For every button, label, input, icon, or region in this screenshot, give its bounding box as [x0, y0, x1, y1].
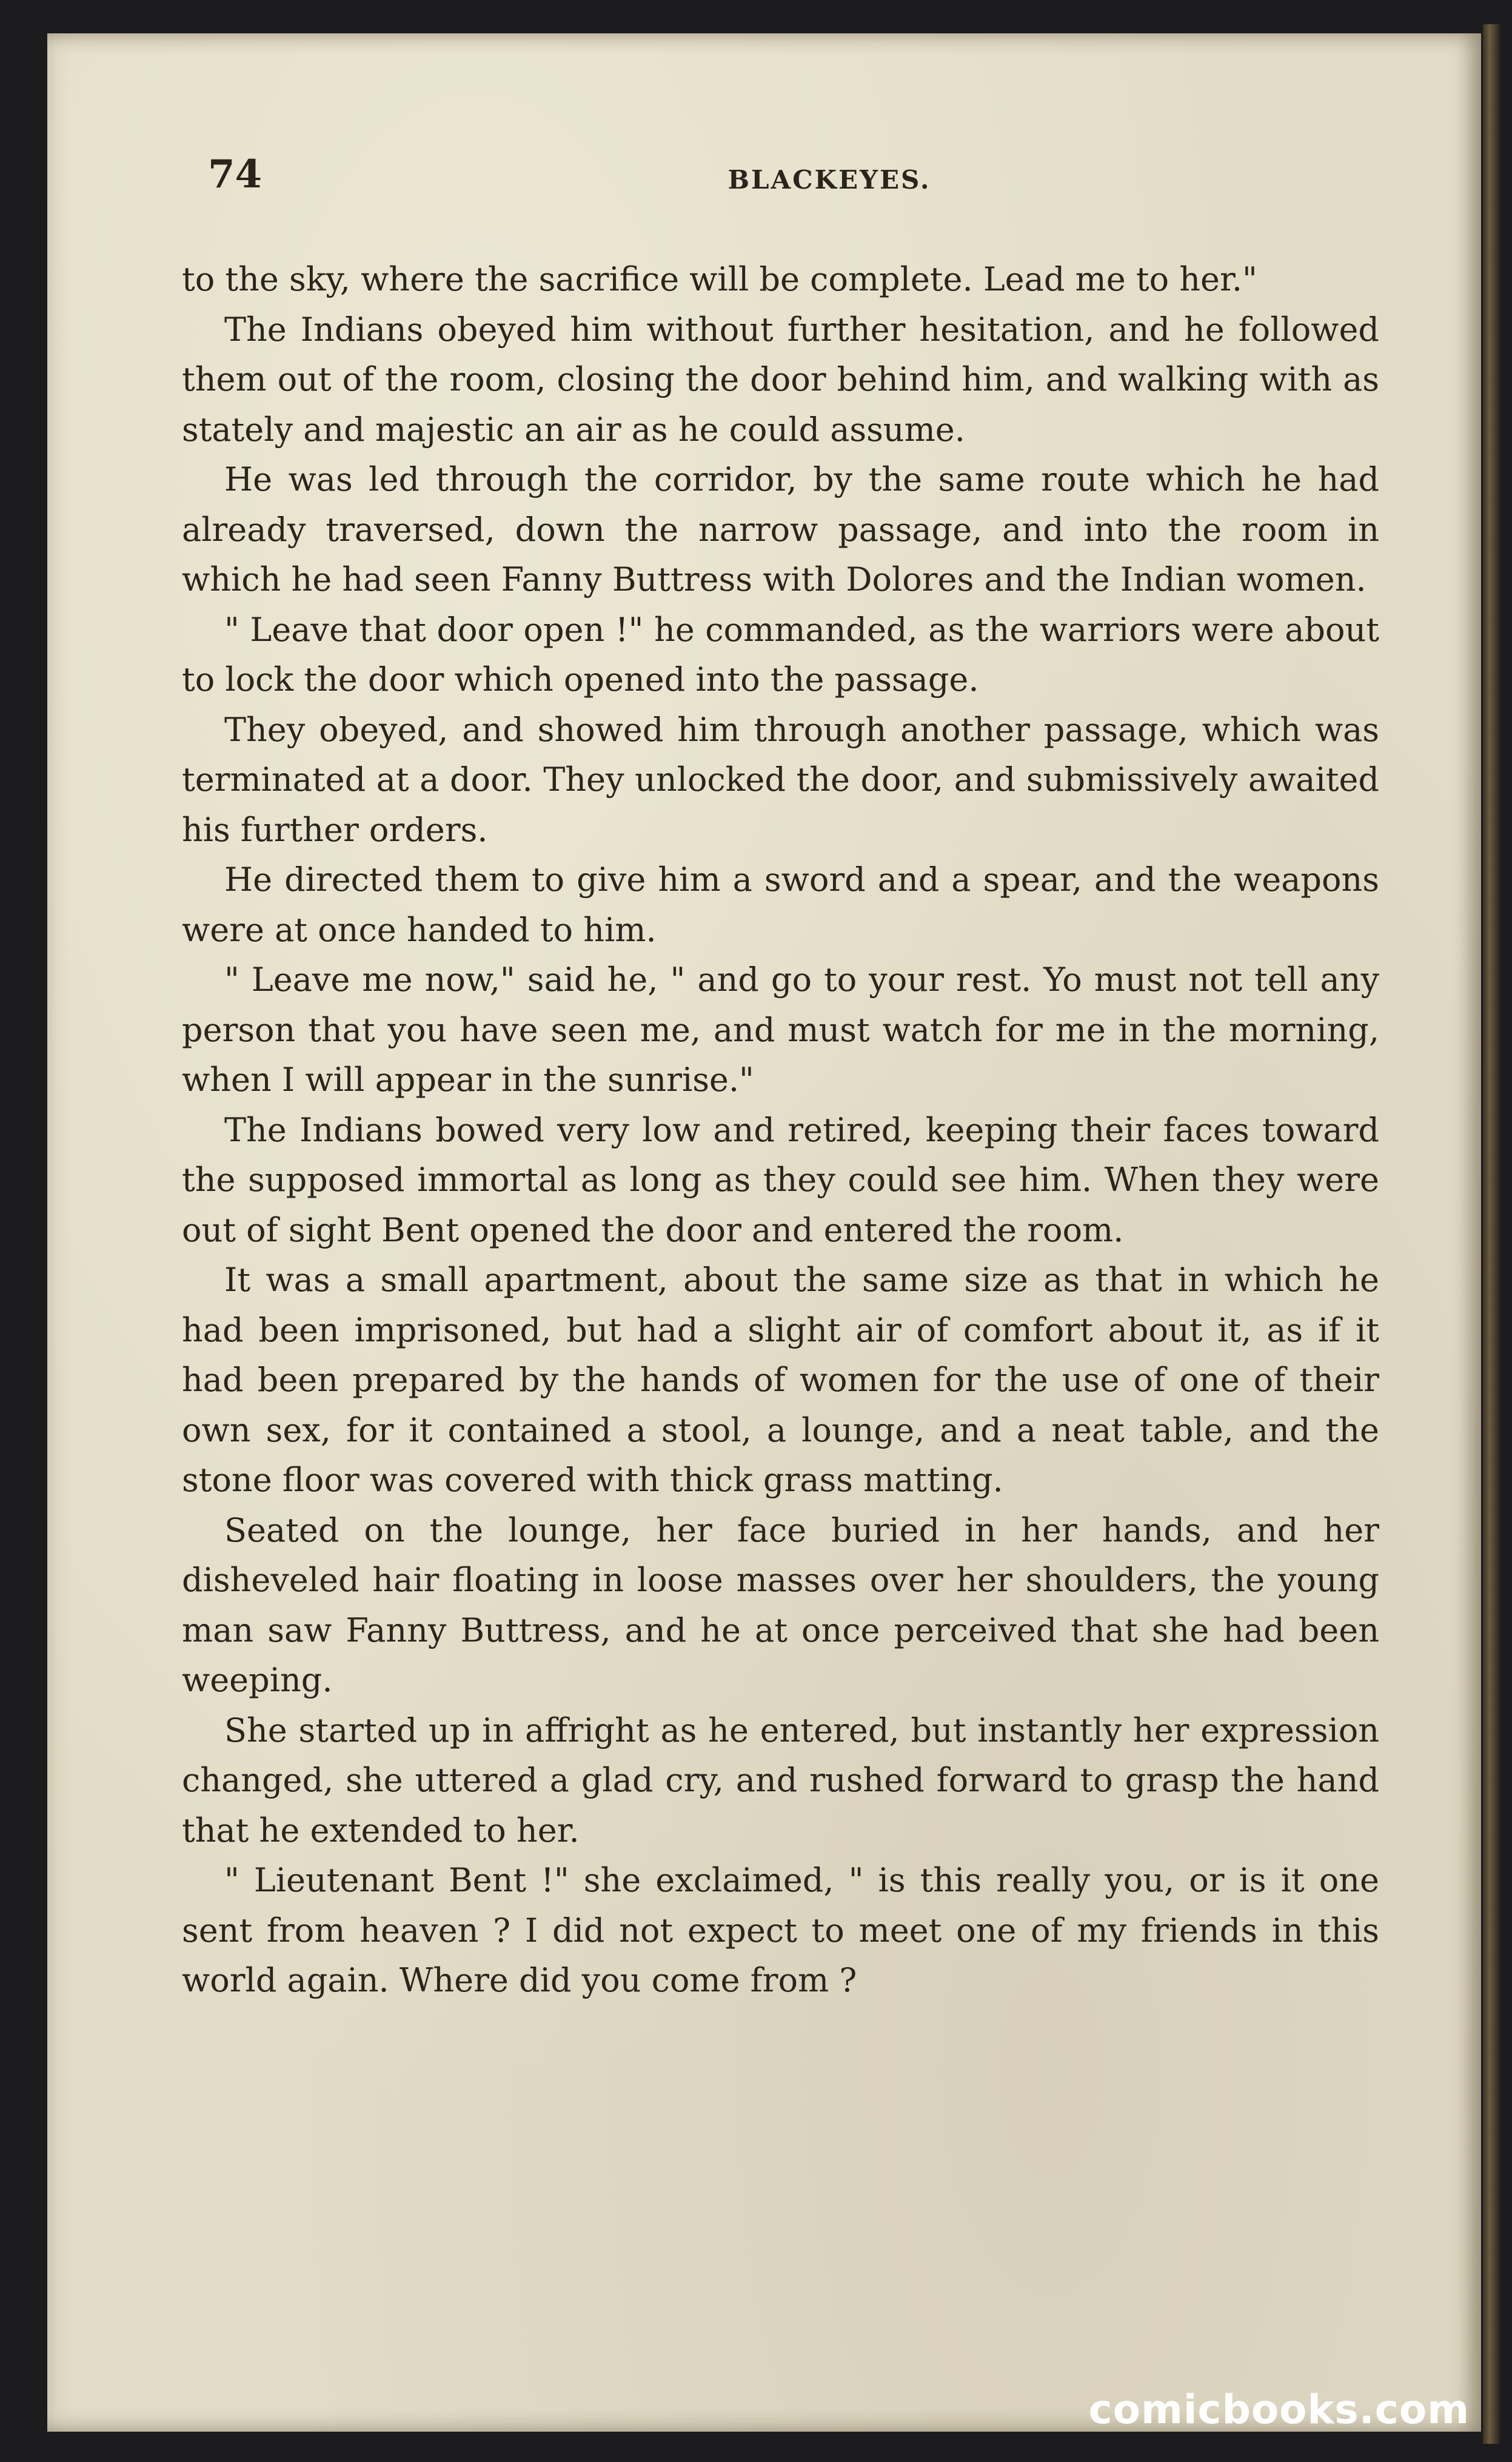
- page-header: [208, 152, 1451, 224]
- paragraph: Seated on the lounge, her face buried in her hands, and her disheveled hair floating in loose masses over her shoulders, the young man saw Fanny Buttress, and he at once perceived that she had been weeping.: [182, 1511, 1379, 1699]
- paragraph: " Leave me now," said he, " and go to your rest. Yo must not tell any person that you have seen me, and must watch for me in the morning, when I will appear in the sunrise.": [182, 961, 1379, 1099]
- running-head: BLACKEYES.: [728, 165, 931, 195]
- paragraph: She started up in affright as he entered, but instantly her expression changed, she uttered a glad cry, and rushed forward to grasp the hand that he extended to her.: [182, 1711, 1379, 1850]
- paragraph: The Indians obeyed him without further hesitation, and he followed them out of the room, closing the door behind him, and walking with as stately and majestic an air as he could assume.: [182, 310, 1379, 449]
- paragraph: to the sky, where the sacrifice will be complete. Lead me to her.": [182, 260, 1257, 298]
- paragraph: " Lieutenant Bent !" she exclaimed, " is this really you, or is it one sent from heaven ? I did not expect to meet one of my friends in this world again. Where did you come from ?: [182, 1861, 1379, 1999]
- paragraph: They obeyed, and showed him through another passage, which was terminated at a door. They unlocked the door, and submissively awaited his further orders.: [182, 710, 1379, 849]
- paragraph: He was led through the corridor, by the same route which he had already traversed, down the narrow passage, and into the room in which he had seen Fanny Buttress with Dolores and the Indian women.: [182, 460, 1379, 599]
- body-text: [182, 255, 1379, 2006]
- paragraph: " Leave that door open !" he commanded, as the warriors were about to lock the door which opened into the passage.: [182, 610, 1379, 699]
- book-spine-edge: [1483, 24, 1500, 2444]
- page-number: 74: [208, 152, 263, 197]
- paragraph: The Indians bowed very low and retired, keeping their faces toward the supposed immortal as long as they could see him. When they were out of sight Bent opened the door and entered the room.: [182, 1110, 1379, 1249]
- paragraph: It was a small apartment, about the same size as that in which he had been imprisoned, but had a slight air of comfort about it, as if it had been prepared by the hands of women for the use of one of their own sex, for it contained a stool, a lounge, and a neat table, and the stone floor was covered with thick grass matting.: [182, 1261, 1379, 1499]
- watermark: comicbooks.com: [1088, 2386, 1470, 2433]
- paragraph: He directed them to give him a sword and a spear, and the weapons were at once handed to him.: [182, 860, 1379, 949]
